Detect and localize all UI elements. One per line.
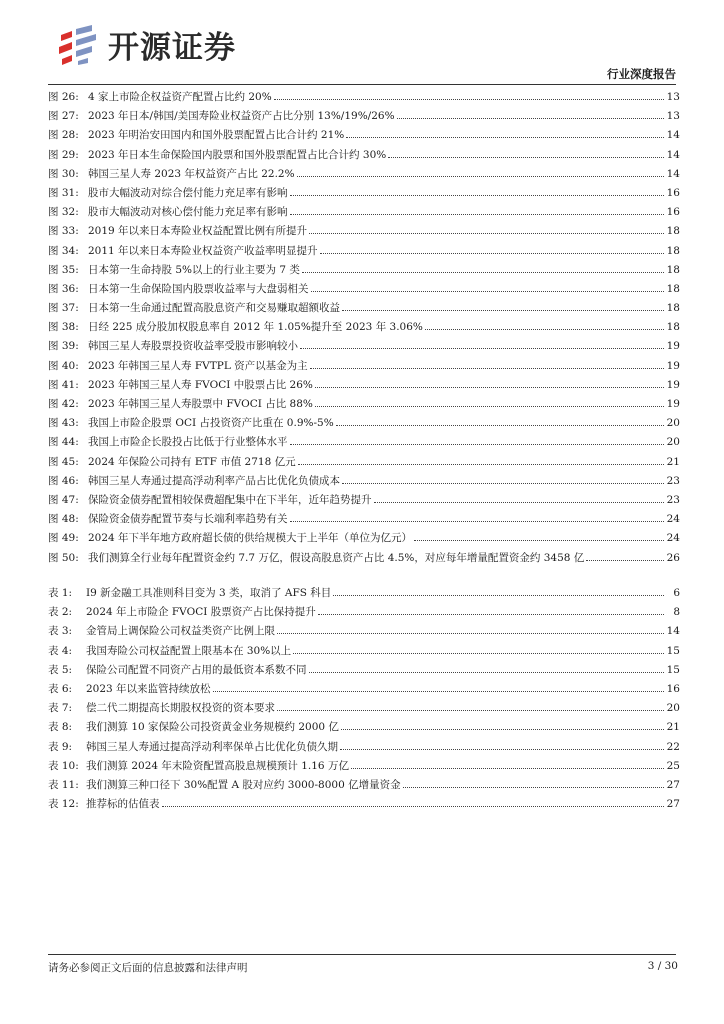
toc-dot-leader [297,176,664,177]
toc-entry[interactable] [48,185,680,204]
toc-dot-leader [290,444,665,445]
toc-entry-title: 日本第一生命持股 5%以上的行业主要为 7 类 [88,263,300,276]
toc-entry[interactable] [48,662,680,681]
toc-dot-leader [351,768,664,769]
figure-list [48,89,680,569]
logo-text: 开源证券 [108,30,236,66]
toc-entry-title: 日本第一生命通过配置高股息资产和交易赚取超额收益 [88,302,340,315]
toc-entry[interactable] [48,623,680,642]
toc-entry-number: 表 6: [48,682,73,695]
toc-dot-leader [346,137,664,138]
toc-entry[interactable] [48,319,680,338]
toc-dot-leader [403,787,664,788]
toc-entry-title: 金管局上调保险公司权益类资产比例上限 [86,625,275,638]
toc-entry-title: 韩国三星人寿通过提高浮动利率产品占比优化负债成本 [88,474,340,487]
toc-entry-number: 表 12: [48,798,79,811]
toc-entry-title: 日经 225 成分股加权股息率自 2012 年 1.05%提升至 2023 年 3.06% [88,321,423,334]
toc-dot-leader [277,633,664,634]
toc-entry-page: 16 [666,186,680,199]
toc-dot-leader [341,729,664,730]
toc-entry[interactable] [48,415,680,434]
toc-entry-number: 图 42: [48,398,79,410]
toc-entry[interactable] [48,396,680,415]
toc-entry-number: 图 27: [48,110,79,123]
toc-entry-number: 图 38: [48,321,79,334]
toc-entry[interactable] [48,643,680,662]
toc-entry-number: 图 39: [48,340,79,353]
toc-dot-leader [309,233,664,234]
toc-entry-title: 我们测算三种口径下 30%配置 A 股对应约 3000-8000 亿增量资金 [86,778,401,791]
toc-entry-page: 14 [666,167,680,180]
toc-entry-number: 表 11: [48,778,79,791]
report-type-label: 行业深度报告 [607,67,676,81]
toc-entry[interactable] [48,281,680,300]
toc-entry-title: 2024 年保险公司持有 ETF 市值 2718 亿元 [88,455,296,468]
toc-entry-title: 股市大幅波动对综合偿付能力充足率有影响 [88,186,288,199]
toc-entry-page: 14 [666,129,680,142]
toc-entry[interactable] [48,358,680,377]
toc-entry[interactable] [48,604,680,623]
toc-entry[interactable] [48,166,680,185]
toc-dot-leader [336,425,664,426]
toc-entry[interactable] [48,550,680,569]
toc-entry-number: 图 48: [48,513,79,526]
toc-entry-page: 22 [666,740,680,753]
toc-entry-page: 6 [673,587,680,599]
toc-entry-title: 保险资金债券配置相较保费超配集中在下半年，近年趋势提升 [88,493,372,506]
toc-entry-page: 14 [666,625,680,638]
toc-entry-page: 18 [666,244,680,257]
toc-dot-leader [320,253,664,254]
toc-entry-number: 图 49: [48,532,79,545]
toc-entry[interactable] [48,492,680,511]
toc-entry-number: 表 1: [48,587,73,599]
toc-entry-number: 图 36: [48,282,79,295]
toc-dot-leader [340,749,664,750]
toc-entry-number: 图 50: [48,551,79,564]
toc-entry[interactable] [48,262,680,281]
toc-entry-title: 2023 年以来监管持续放松 [86,682,211,695]
toc-entry-number: 图 46: [48,474,79,487]
toc-entry-number: 图 30: [48,167,79,180]
toc-entry-page: 14 [666,148,680,161]
toc-entry[interactable] [48,434,680,453]
toc-entry-title: 2023 年韩国三星人寿股票中 FVOCI 占比 88% [88,398,313,410]
toc-entry[interactable] [48,739,680,758]
toc-entry-page: 13 [666,91,680,103]
toc-entry-page: 19 [666,398,680,410]
toc-dot-leader [311,291,665,292]
toc-entry[interactable] [48,758,680,777]
toc-entry[interactable] [48,585,680,604]
toc-entry-number: 图 33: [48,225,79,238]
toc-dot-leader [388,157,664,158]
toc-entry-number: 表 2: [48,606,73,619]
toc-entry-number: 表 9: [48,740,73,753]
toc-entry-page: 19 [666,359,680,372]
toc-entry-number: 图 29: [48,148,79,161]
toc-entry-page: 18 [666,225,680,238]
toc-entry-page: 18 [666,263,680,276]
toc-entry-page: 21 [666,721,680,734]
toc-entry-page: 27 [666,798,680,811]
toc-dot-leader [586,560,664,561]
disclaimer-note: 请务必参阅正文后面的信息披露和法律声明 [48,962,248,974]
toc-entry-page: 8 [673,606,680,619]
toc-entry-page: 20 [666,436,680,449]
toc-dot-leader [274,99,664,100]
toc-entry-title: 韩国三星人寿股票投资收益率受股市影响较小 [88,340,298,353]
toc-entry-title: 2023 年韩国三星人寿 FVTPL 资产以基金为主 [88,359,308,372]
toc-entry[interactable] [48,700,680,719]
toc-entry-title: 2023 年日本生命保险国内股票和国外股票配置占比合计约 30% [88,148,387,161]
toc-entry-number: 表 8: [48,721,73,734]
toc-entry-title: 2024 年下半年地方政府超长债的供给规模大于上半年（单位为亿元） [88,532,413,545]
toc-entry[interactable] [48,89,680,108]
toc-entry-number: 图 34: [48,244,79,257]
toc-entry-page: 21 [666,455,680,468]
toc-entry-page: 15 [666,644,680,657]
toc-entry-page: 18 [666,302,680,315]
toc-dot-leader [302,272,664,273]
toc-entry[interactable] [48,108,680,127]
toc-entry-number: 表 4: [48,644,73,657]
toc-entry-title: 保险资金债券配置节奏与长端利率趋势有关 [88,513,288,526]
toc-dot-leader [213,691,664,692]
toc-entry-page: 13 [666,110,680,123]
toc-entry-page: 20 [666,702,680,715]
toc-dot-leader [310,368,664,369]
toc-entry-page: 23 [666,493,680,506]
toc-dot-leader [315,387,664,388]
toc-entry-title: 4 家上市险企权益资产配置占比约 20% [88,91,272,103]
toc-entry[interactable] [48,204,680,223]
toc-entry-number: 图 47: [48,493,79,506]
toc-entry-page: 23 [666,474,680,487]
toc-entry[interactable] [48,473,680,492]
table-list [48,585,680,815]
toc-entry-title: 我国上市险企长股投占比低于行业整体水平 [88,436,288,449]
toc-entry-number: 图 28: [48,129,79,142]
toc-entry[interactable] [48,127,680,146]
toc-dot-leader [374,502,665,503]
toc-dot-leader [162,806,665,807]
toc-entry-page: 19 [666,378,680,391]
toc-entry-title: 我们测算 2024 年末险资配置高股息规模预计 1.16 万亿 [86,759,349,772]
toc-dot-leader [298,464,664,465]
toc-entry-title: 韩国三星人寿通过提高浮动利率保单占比优化负债久期 [86,740,338,753]
toc-entry-page: 18 [666,321,680,334]
toc-entry-title: 股市大幅波动对核心偿付能力充足率有影响 [88,206,288,219]
toc-entry-page: 25 [666,759,680,772]
toc-entry[interactable] [48,530,680,549]
toc-entry[interactable] [48,719,680,738]
toc-entry-number: 表 10: [48,759,79,772]
toc-entry-title: 推荐标的估值表 [86,798,160,811]
toc-entry-title: 我国寿险公司权益配置上限基本在 30%以上 [86,644,292,657]
toc-entry[interactable] [48,223,680,242]
toc-entry-page: 24 [666,532,680,545]
toc-dot-leader [309,672,665,673]
toc-entry[interactable] [48,377,680,396]
toc-entry-number: 图 45: [48,455,79,468]
toc-dot-leader [277,710,664,711]
toc-entry-title: 我国上市险企股票 OCI 占投资资产比重在 0.9%-5% [88,417,334,430]
toc-entry-title: 2023 年日本/韩国/美国寿险业权益资产占比分别 13%/19%/26% [88,110,395,123]
toc-entry-page: 16 [666,682,680,695]
toc-entry[interactable] [48,147,680,166]
toc-entry-title: 2023 年韩国三星人寿 FVOCI 中股票占比 26% [88,378,313,391]
page-number: 3 / 30 [647,960,678,972]
toc-entry-title: 偿二代二期提高长期股权投资的资本要求 [86,702,275,715]
toc-entry-number: 图 35: [48,263,79,276]
toc-entry-title: 我们测算 10 家保险公司投资黄金业务规模约 2000 亿 [86,721,339,734]
toc-entry-title: 日本第一生命保险国内股票收益率与大盘弱相关 [88,282,309,295]
toc-dot-leader [414,540,664,541]
company-logo [58,22,236,67]
toc-dot-leader [293,653,664,654]
toc-entry-title: 保险公司配置不同资产占用的最低资本系数不同 [86,663,307,676]
toc-entry-title: 2023 年明治安田国内和国外股票配置占比合计约 21% [88,129,345,142]
toc-entry-page: 18 [666,282,680,295]
toc-dot-leader [318,614,664,615]
toc-entry-number: 图 43: [48,417,79,430]
toc-entry-number: 图 26: [48,91,79,103]
toc-entry-page: 24 [666,513,680,526]
toc-entry[interactable] [48,243,680,262]
toc-entry-number: 图 37: [48,302,79,315]
toc-entry[interactable] [48,796,680,815]
toc-entry[interactable] [48,511,680,530]
toc-entry-number: 图 40: [48,359,79,372]
toc-entry[interactable] [48,681,680,700]
toc-entry[interactable] [48,454,680,473]
toc-entry-number: 图 31: [48,186,79,199]
toc-dot-leader [300,348,664,349]
header-divider [48,84,676,85]
toc-entry-number: 表 3: [48,625,73,638]
toc-entry[interactable] [48,338,680,357]
footer-divider [48,954,676,955]
toc-dot-leader [290,195,665,196]
toc-dot-leader [397,118,664,119]
toc-entry-title: 我们测算全行业每年配置资金约 7.7 万亿，假设高股息资产占比 4.5%，对应每年增量配置资金约 3458 亿 [88,551,585,564]
toc-entry[interactable] [48,777,680,796]
toc-dot-leader [342,310,664,311]
toc-entry-title: 2019 年以来日本寿险业权益配置比例有所提升 [88,225,308,238]
toc-dot-leader [342,483,664,484]
toc-entry-page: 16 [666,206,680,219]
toc-entry-number: 图 32: [48,206,79,219]
toc-entry-page: 27 [666,778,680,791]
toc-dot-leader [333,595,664,596]
toc-entry-title: 2024 年上市险企 FVOCI 股票资产占比保持提升 [86,606,316,619]
toc-entry-page: 19 [666,340,680,353]
toc-entry-number: 图 41: [48,378,79,391]
toc-dot-leader [290,214,665,215]
toc-dot-leader [315,406,664,407]
toc-entry[interactable] [48,300,680,319]
toc-dot-leader [290,521,665,522]
logo-mark-icon [58,25,102,65]
toc-entry-number: 图 44: [48,436,79,449]
toc-entry-page: 26 [666,551,680,564]
toc-entry-page: 15 [666,663,680,676]
toc-entry-page: 20 [666,417,680,430]
toc-entry-title: 韩国三星人寿 2023 年权益资产占比 22.2% [88,167,295,180]
toc-entry-number: 表 7: [48,702,73,715]
toc-dot-leader [425,329,664,330]
toc-entry-title: I9 新金融工具准则科目变为 3 类，取消了 AFS 科目 [86,587,332,599]
toc-entry-number: 表 5: [48,663,73,676]
toc-entry-title: 2011 年以来日本寿险业权益资产收益率明显提升 [88,244,318,257]
